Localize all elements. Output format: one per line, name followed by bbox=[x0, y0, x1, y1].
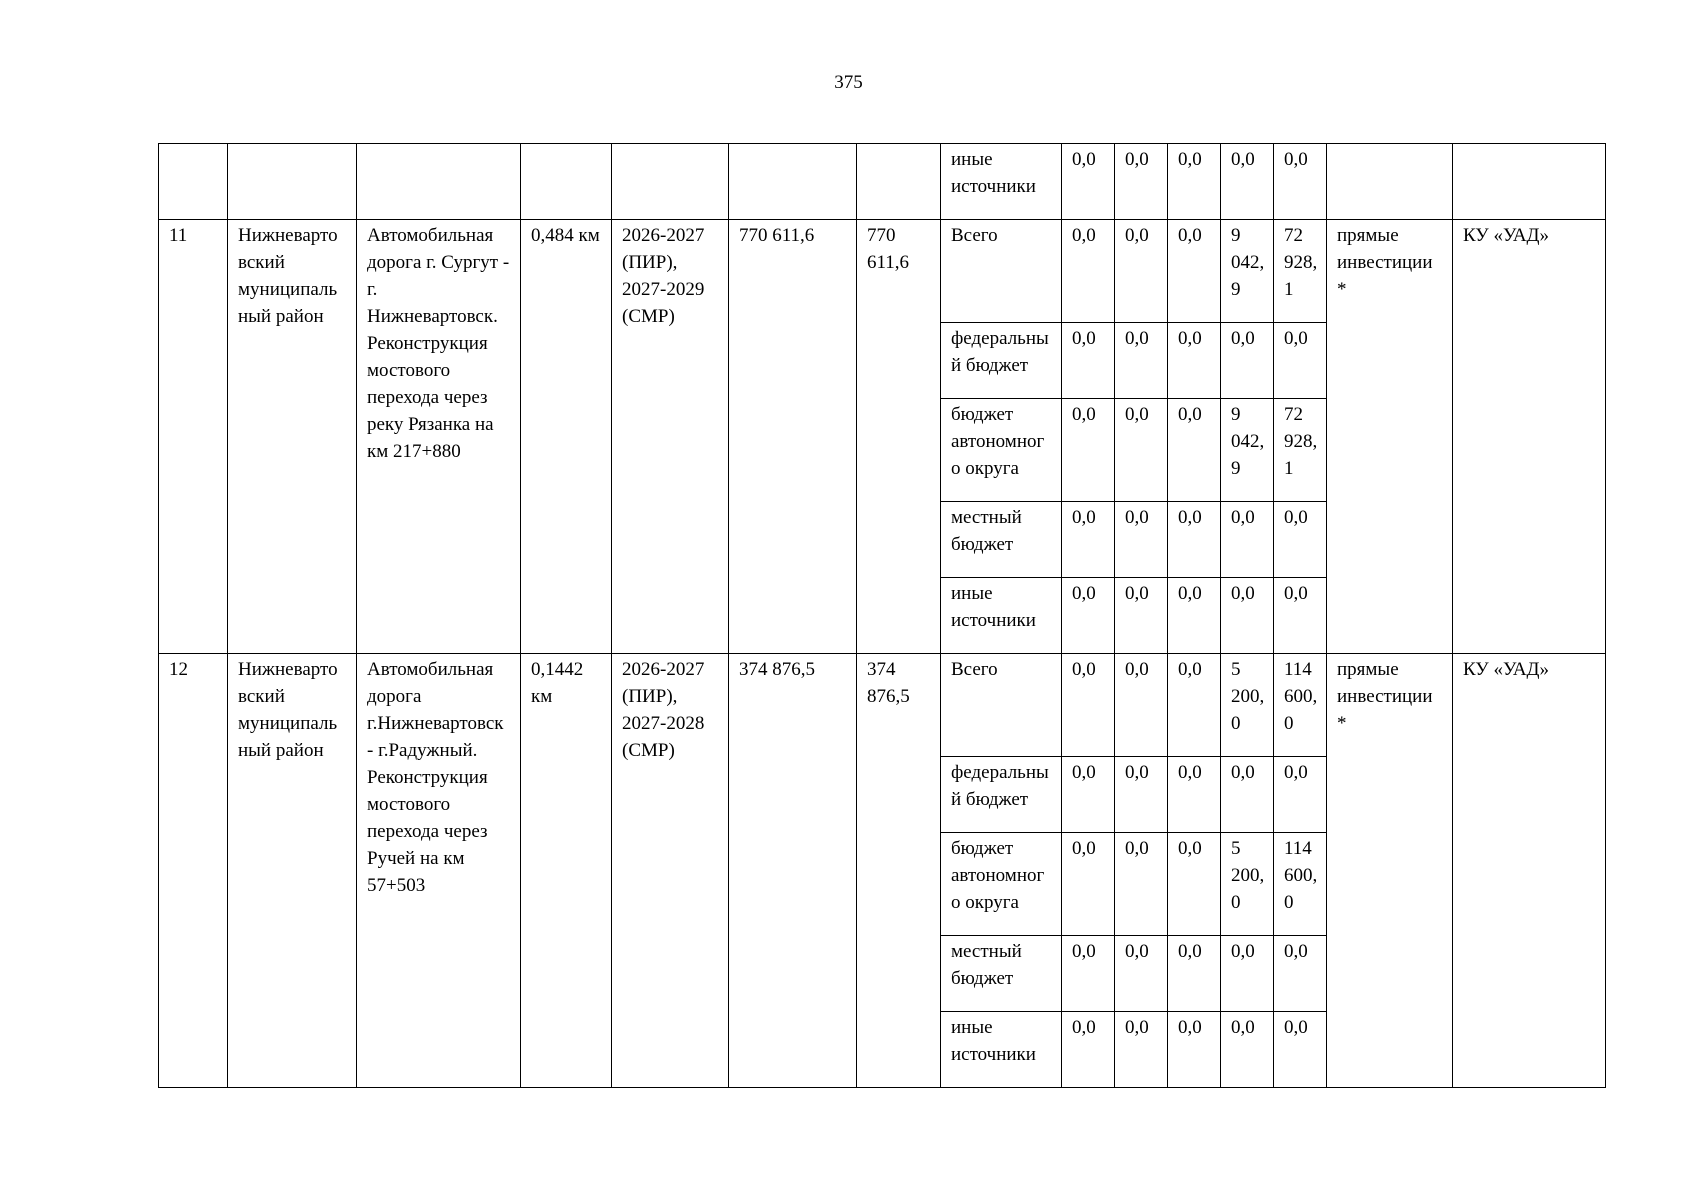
funding-value: 0,0 bbox=[1062, 578, 1115, 654]
remaining-cost: 770 611,6 bbox=[857, 220, 941, 654]
funding-value: 9 042,9 bbox=[1221, 399, 1274, 502]
funding-source: иные источники bbox=[941, 144, 1062, 220]
length: 0,484 км bbox=[521, 220, 612, 654]
investment-type: прямые инвестиции * bbox=[1327, 654, 1453, 1088]
funding-source: федеральный бюджет bbox=[941, 757, 1062, 833]
empty-cell bbox=[729, 144, 857, 220]
empty-cell bbox=[857, 144, 941, 220]
length: 0,1442 км bbox=[521, 654, 612, 1088]
funding-value: 0,0 bbox=[1274, 757, 1327, 833]
funding-source: бюджет автономного округа bbox=[941, 833, 1062, 936]
funding-value: 0,0 bbox=[1168, 323, 1221, 399]
funding-value: 0,0 bbox=[1062, 833, 1115, 936]
funding-value: 0,0 bbox=[1221, 757, 1274, 833]
funding-value: 0,0 bbox=[1168, 654, 1221, 757]
customer: КУ «УАД» bbox=[1453, 654, 1606, 1088]
municipality: Нижневартовский муниципальный район bbox=[228, 220, 357, 654]
funding-source: иные источники bbox=[941, 1012, 1062, 1088]
funding-value: 0,0 bbox=[1062, 654, 1115, 757]
funding-value: 9 042,9 bbox=[1221, 220, 1274, 323]
funding-value: 0,0 bbox=[1062, 1012, 1115, 1088]
funding-value: 0,0 bbox=[1221, 1012, 1274, 1088]
funding-value: 72 928,1 bbox=[1274, 399, 1327, 502]
estimated-cost: 374 876,5 bbox=[729, 654, 857, 1088]
funding-value: 0,0 bbox=[1221, 502, 1274, 578]
funding-value: 0,0 bbox=[1168, 144, 1221, 220]
funding-value: 0,0 bbox=[1115, 578, 1168, 654]
funding-value: 0,0 bbox=[1168, 1012, 1221, 1088]
funding-value: 0,0 bbox=[1115, 936, 1168, 1012]
funding-value: 114 600,0 bbox=[1274, 833, 1327, 936]
funding-value: 0,0 bbox=[1062, 502, 1115, 578]
empty-cell bbox=[357, 144, 521, 220]
investment-table bbox=[158, 143, 1606, 1088]
funding-value: 0,0 bbox=[1062, 936, 1115, 1012]
funding-value: 0,0 bbox=[1115, 654, 1168, 757]
funding-value: 0,0 bbox=[1062, 757, 1115, 833]
funding-source: местный бюджет bbox=[941, 936, 1062, 1012]
funding-source: бюджет автономного округа bbox=[941, 399, 1062, 502]
remaining-cost: 374 876,5 bbox=[857, 654, 941, 1088]
object-name: Автомобильная дорога г. Сургут - г. Нижневартовск. Реконструкция мостового перехода через реку Рязанка на км 217+880 bbox=[357, 220, 521, 654]
funding-source: Всего bbox=[941, 654, 1062, 757]
funding-value: 114 600,0 bbox=[1274, 654, 1327, 757]
funding-source: Всего bbox=[941, 220, 1062, 323]
funding-value: 0,0 bbox=[1115, 1012, 1168, 1088]
funding-value: 0,0 bbox=[1168, 757, 1221, 833]
funding-value: 0,0 bbox=[1221, 144, 1274, 220]
funding-source: федеральный бюджет bbox=[941, 323, 1062, 399]
empty-cell bbox=[521, 144, 612, 220]
funding-value: 5 200,0 bbox=[1221, 833, 1274, 936]
funding-value: 0,0 bbox=[1168, 502, 1221, 578]
funding-value: 0,0 bbox=[1115, 757, 1168, 833]
funding-value: 0,0 bbox=[1274, 502, 1327, 578]
empty-cell bbox=[1453, 144, 1606, 220]
customer: КУ «УАД» bbox=[1453, 220, 1606, 654]
empty-cell bbox=[1327, 144, 1453, 220]
funding-value: 0,0 bbox=[1221, 323, 1274, 399]
funding-value: 0,0 bbox=[1274, 144, 1327, 220]
period: 2026-2027 (ПИР), 2027-2029 (СМР) bbox=[612, 220, 729, 654]
funding-value: 0,0 bbox=[1168, 399, 1221, 502]
funding-value: 0,0 bbox=[1062, 399, 1115, 502]
funding-value: 0,0 bbox=[1274, 578, 1327, 654]
funding-value: 0,0 bbox=[1115, 323, 1168, 399]
funding-value: 0,0 bbox=[1115, 144, 1168, 220]
estimated-cost: 770 611,6 bbox=[729, 220, 857, 654]
funding-value: 5 200,0 bbox=[1221, 654, 1274, 757]
empty-cell bbox=[228, 144, 357, 220]
table-row bbox=[159, 220, 1606, 323]
funding-value: 0,0 bbox=[1274, 1012, 1327, 1088]
funding-source: иные источники bbox=[941, 578, 1062, 654]
investment-type: прямые инвестиции * bbox=[1327, 220, 1453, 654]
funding-value: 0,0 bbox=[1115, 399, 1168, 502]
funding-value: 0,0 bbox=[1274, 936, 1327, 1012]
funding-value: 0,0 bbox=[1115, 833, 1168, 936]
funding-value: 0,0 bbox=[1062, 144, 1115, 220]
continuation-row bbox=[159, 144, 1606, 220]
funding-value: 72 928,1 bbox=[1274, 220, 1327, 323]
funding-value: 0,0 bbox=[1168, 220, 1221, 323]
funding-value: 0,0 bbox=[1168, 936, 1221, 1012]
empty-cell bbox=[612, 144, 729, 220]
empty-cell bbox=[159, 144, 228, 220]
funding-value: 0,0 bbox=[1168, 833, 1221, 936]
row-number: 11 bbox=[159, 220, 228, 654]
funding-source: местный бюджет bbox=[941, 502, 1062, 578]
funding-value: 0,0 bbox=[1274, 323, 1327, 399]
funding-value: 0,0 bbox=[1062, 323, 1115, 399]
funding-value: 0,0 bbox=[1168, 578, 1221, 654]
period: 2026-2027 (ПИР), 2027-2028 (СМР) bbox=[612, 654, 729, 1088]
funding-value: 0,0 bbox=[1115, 502, 1168, 578]
object-name: Автомобильная дорога г.Нижневартовск - г.Радужный. Реконструкция мостового перехода через Ручей на км 57+503 bbox=[357, 654, 521, 1088]
page-number: 375 bbox=[834, 72, 863, 93]
funding-value: 0,0 bbox=[1221, 936, 1274, 1012]
table-row bbox=[159, 654, 1606, 757]
funding-value: 0,0 bbox=[1062, 220, 1115, 323]
funding-value: 0,0 bbox=[1115, 220, 1168, 323]
row-number: 12 bbox=[159, 654, 228, 1088]
funding-value: 0,0 bbox=[1221, 578, 1274, 654]
municipality: Нижневартовский муниципальный район bbox=[228, 654, 357, 1088]
